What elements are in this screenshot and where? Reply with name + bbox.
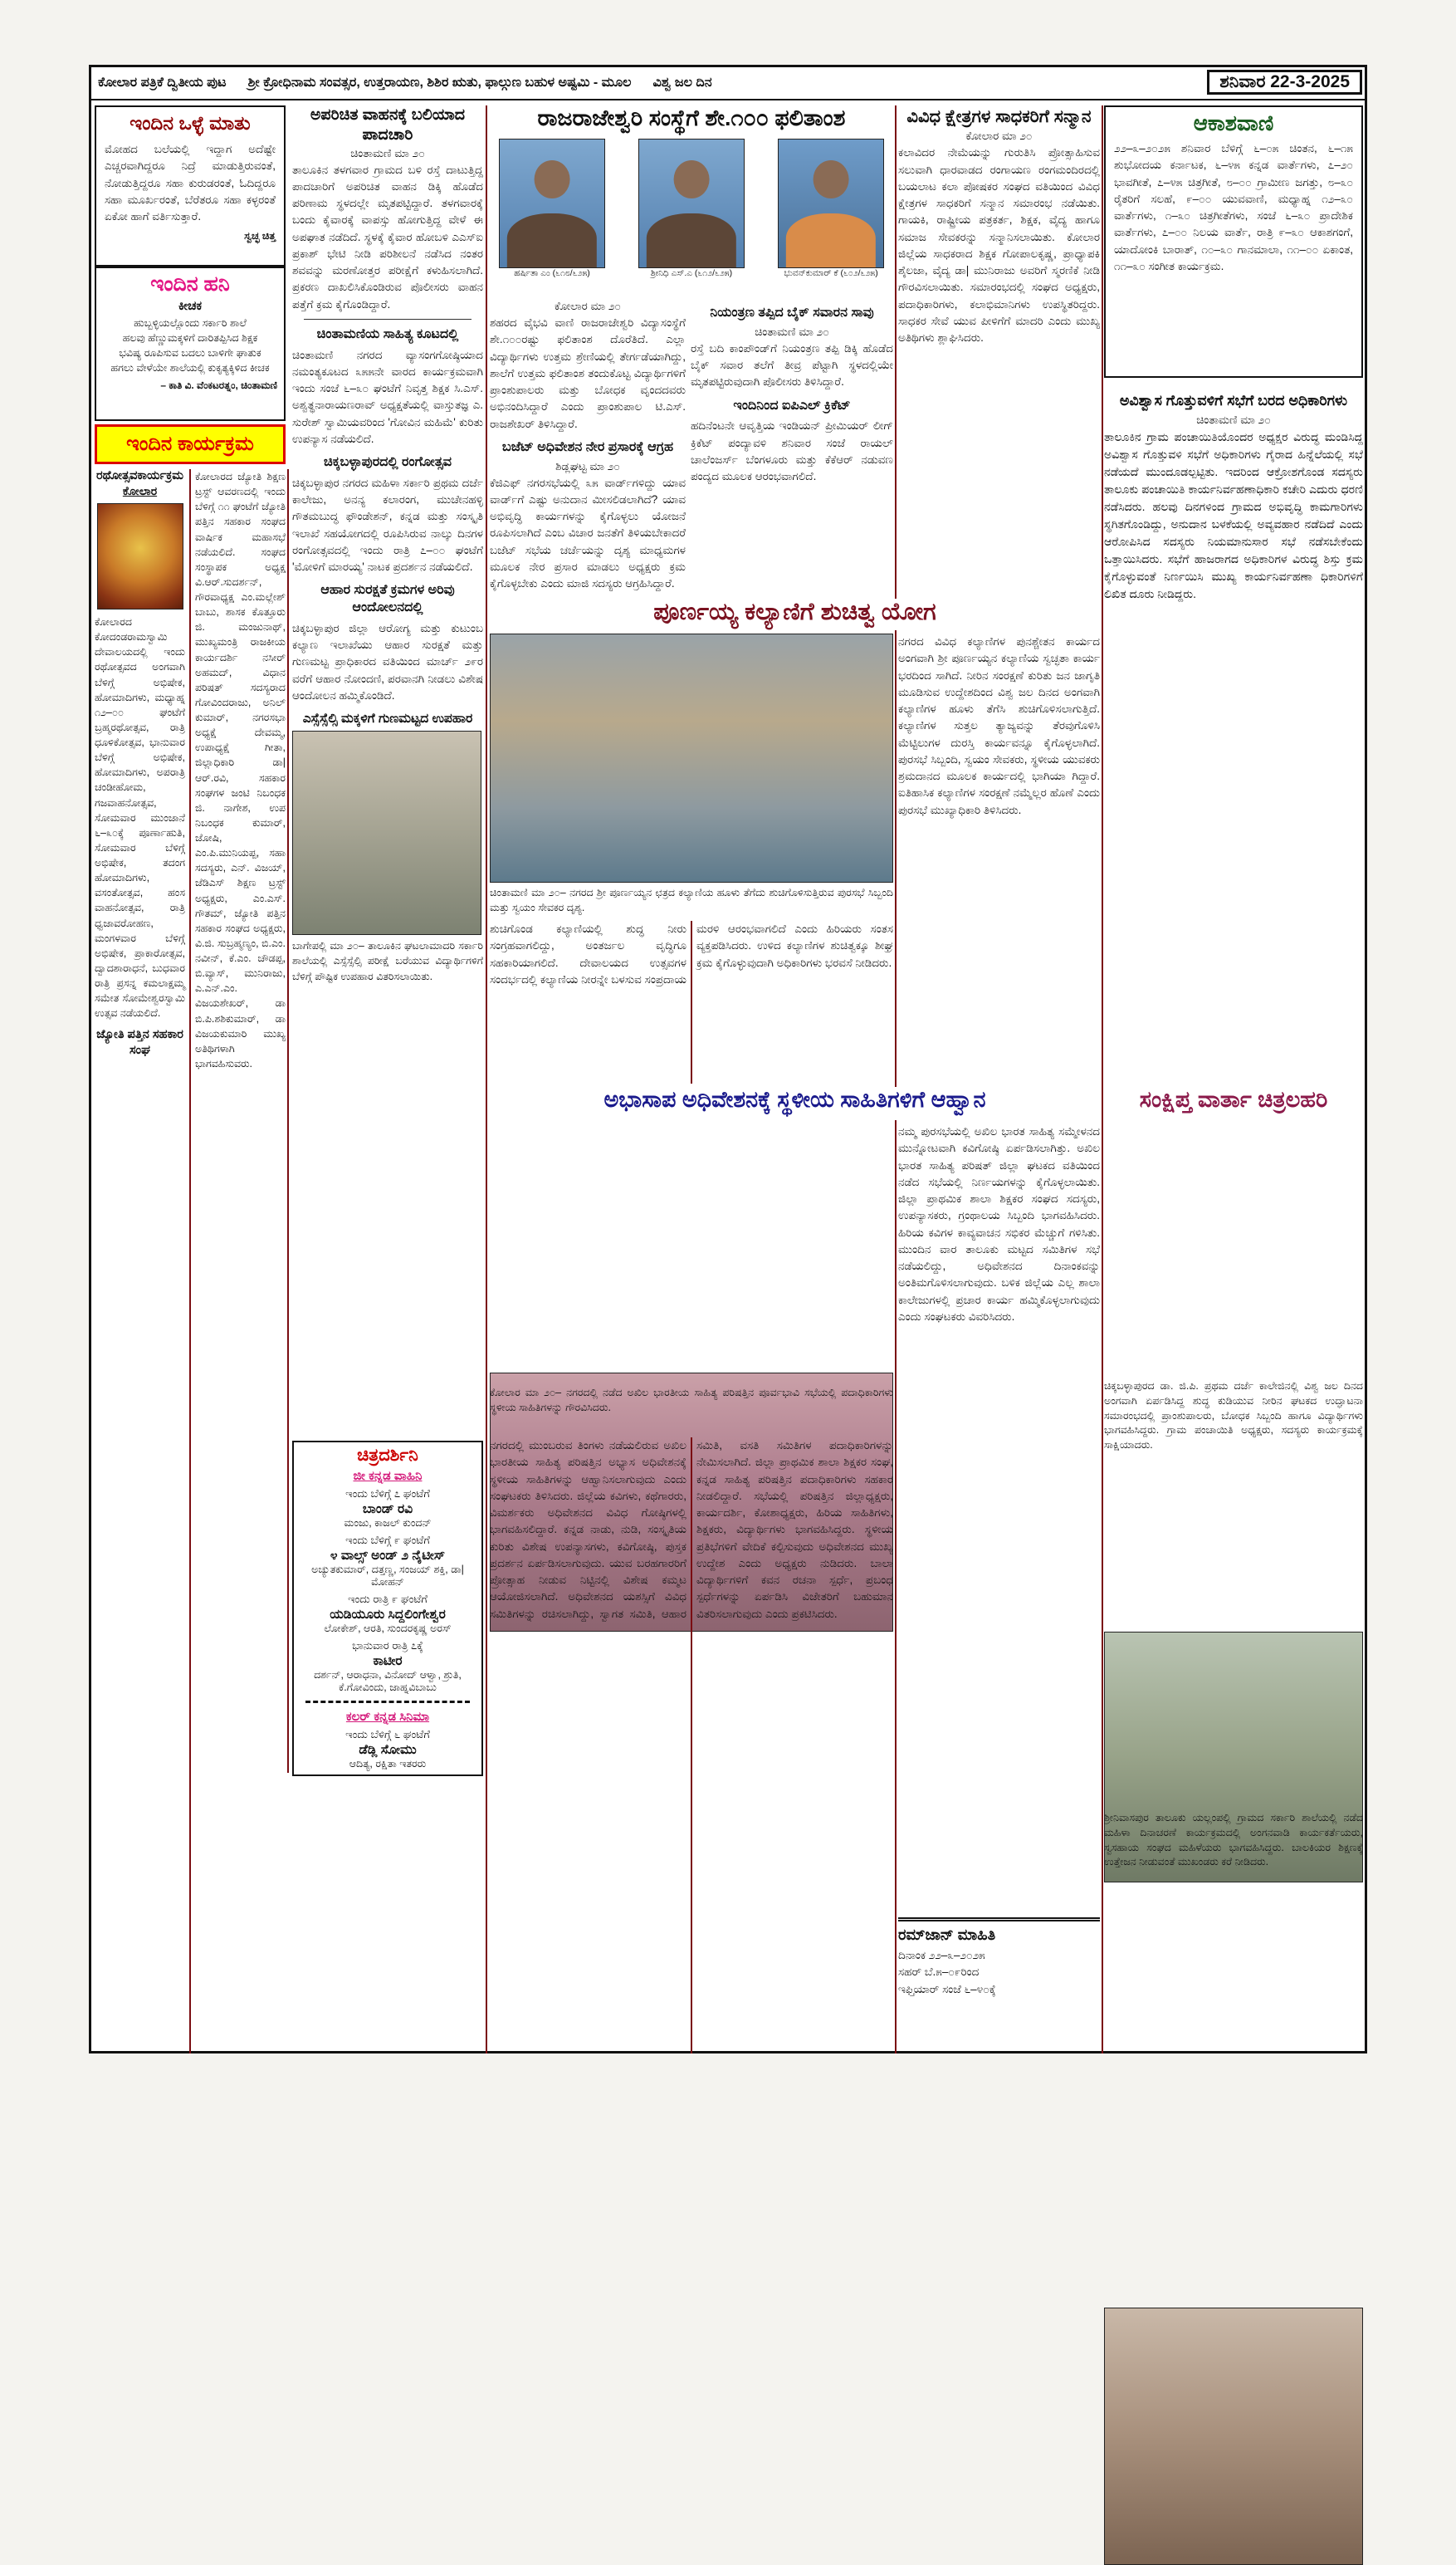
ipl-body: ಹದಿನೆಂಟನೇ ಆವೃತ್ತಿಯ ಇಂಡಿಯನ್ ಪ್ರೀಮಿಯರ್ ಲೀಗ್ ಕ್ರಿಕೆಟ್ ಪಂದ್ಯಾವಳಿ ಶನಿವಾರ ಸಂಜೆ ರಾಯಲ್ ಚಾಲೆಂಜರ್ಸ್ ಬೆಂಗಳೂರು ಮತ್ತು ಕೆಕೆಆರ್ ನಡುವಣ ಪಂದ್ಯದ ಮೂಲಕ ಆರಂಭವಾಗಲಿದೆ.	[691, 419, 893, 483]
ipl-subhead: ಇಂದಿನಿಂದ ಐಪಿಎಲ್ ಕ್ರಿಕೆಟ್	[733, 398, 851, 413]
column-2	[292, 105, 483, 1437]
program-place: ಕೋಲಾರ	[122, 484, 158, 497]
raja-photo-3-caption: ಭುವನ್‌ಕುಮಾರ್ ಕೆ (೬೦೨/೬೨೫)	[784, 268, 878, 278]
cinema-movie: ಕಾಟೀರ	[373, 1654, 403, 1668]
cinema-cast: ಆದಿತ್ಯ, ರಕ್ಷಿತಾ ಇತರರು	[349, 1758, 427, 1770]
cinema-time: ಭಾನುವಾರ ರಾತ್ರಿ ೭ಕ್ಕೆ	[352, 1639, 423, 1652]
program-banner-label: ಇಂದಿನ ಕಾರ್ಯಕ್ರಮ	[126, 433, 254, 455]
abhasapa-headline: ಅಭಾಸಾಪ ಅಧಿವೇಶನಕ್ಕೆ ಸ್ಥಳೀಯ ಸಾಹಿತಿಗಳಿಗೆ ಆಹ್ವಾನ	[490, 1087, 1100, 1120]
portrait-silhouette-body	[507, 213, 597, 267]
divider	[304, 319, 471, 320]
cinema-cast: ಲೋಕೇಶ್, ಆರತಿ, ಸುಂದರಕೃಷ್ಣ ಅರಸ್	[324, 1623, 452, 1634]
cinema-cast: ದರ್ಶನ್, ಆರಾಧನಾ, ವಿನೋದ್ ಆಳ್ವಾ, ಶ್ರುತಿ, ಕೆ.ಗೋವಿಂದು, ಜಾಹ್ನವಿಬಾಬು	[314, 1669, 462, 1693]
ramzan-line-3: ಇಫ್ತಿಯಾರ್ ಸಂಜೆ ೬–೪೦ಕ್ಕೆ	[898, 1982, 996, 1995]
cinema-movie: ೪ ವಾಲ್ಸ್ ಅಂಡ್ ೨ ನೈಟೀಸ್	[330, 1549, 446, 1563]
ramzan-box	[898, 1917, 1100, 2050]
ahara-subhead: ಆಹಾರ ಸುರಕ್ಷತೆ ಕ್ರಮಗಳ ಅರಿವು ಆಂದೋಲನದಲ್ಲಿ	[320, 583, 455, 615]
hani-attribution: – ಕಾತಿ ವಿ. ವೆಂಕಟರತ್ನಂ, ಚಿಂತಾಮಣಿ	[160, 379, 277, 391]
column-rule	[486, 105, 487, 2053]
sahitya-subhead: ಚಿಂತಾಮಣಿಯ ಸಾಹಿತ್ಯ ಕೂಟದಲ್ಲಿ	[316, 326, 459, 341]
bike-subhead: ನಿಯಂತ್ರಣ ತಪ್ಪಿದ ಬೈಕ್ ಸವಾರನ ಸಾವು	[710, 306, 874, 320]
raja-headline: ರಾಜರಾಜೇಶ್ವರಿ ಸಂಸ್ಥೆಗೆ ಶೇ.೧೦೦ ಫಲಿತಾಂಶ	[490, 105, 893, 135]
date-box: ಶನಿವಾರ 22-3-2025	[1207, 70, 1362, 95]
chitralahari-caption-2: ಶ್ರೀನಿವಾಸಪುರ ತಾಲೂಕು ಯಲ್ಲಂಪಲ್ಲಿ ಗ್ರಾಮದ ಸರ್ಕಾರಿ ಶಾಲೆಯಲ್ಲಿ ನಡೆದ ಮಹಿಳಾ ದಿನಾಚರಣೆ ಕಾರ್ಯಕ್ರಮದಲ್ಲಿ ಅಂಗನವಾಡಿ ಕಾರ್ಯಕರ್ತೆಯರು, ಸ್ವಸಹಾಯ ಸಂಘದ ಮಹಿಳೆಯರು ಭಾಗವಹಿಸಿದ್ದರು. ಬಾಲಕಿಯರ ಶಿಕ್ಷಣಕ್ಕೆ ಉತ್ತೇಜನ ನೀಡುವಂತೆ ಮುಖಂಡರು ಕರೆ ನೀಡಿದರು.	[1104, 1812, 1363, 1868]
panchanga-line: ಶ್ರೀ ಕ್ರೋಧಿನಾಮ ಸಂವತ್ಸರ, ಉತ್ತರಾಯಣ, ಶಿಶಿರ ಋತು, ಫಾಲ್ಗುಣ ಬಹುಳ ಅಷ್ಟಮಿ - ಮೂಲ	[247, 76, 632, 90]
sanmana-dateline: ಕೋಲಾರ ಮಾ ೨೦	[965, 130, 1033, 143]
raja-photo-2-wrap	[629, 139, 754, 295]
good-word-body: ಮೋಹದ ಬಲೆಯಲ್ಲಿ ಇದ್ದಾಗ ಅದೆಷ್ಟೇ ಎಚ್ಚರವಾಗಿದ್ದರೂ ನಿದ್ರೆ ಮಾಡುತ್ತಿರುವಂತೆ, ನೋಡುತ್ತಿದ್ದರೂ ಸಹಾ ಕುರುಡರಂತೆ, ಓದಿದ್ದರೂ ಸಹಾ ಮೂರ್ಖರಂತೆ, ಬೆರೆತರೂ ಸಹಾ ಕಳ್ಳರಂತೆ ಏಕೋ ಹಾಗೆ ವರ್ತಿಸುತ್ತಾರೆ.	[105, 143, 276, 223]
cinema-title: ಚಿತ್ರದರ್ಶಿನಿ	[357, 1446, 418, 1465]
rangotsava-body: ಚಿಕ್ಕಬಳ್ಳಾಪುರ ನಗರದ ಮಹಿಳಾ ಸರ್ಕಾರಿ ಪ್ರಥಮ ದರ್ಜೆ ಕಾಲೇಜು, ಅನನ್ಯ ಕಲಾರಂಗ, ಮುಚೇನಹಳ್ಳಿ ಗೌತಮಬುದ್ಧ ಫೌಂಡೇಶನ್, ಕನ್ನಡ ಮತ್ತು ಸಂಸ್ಕೃತಿ ಇಲಾಖೆ ಸಹಯೋಗದಲ್ಲಿ ರೂಪಿಸಿರುವ ನಾಲ್ಕು ದಿನಗಳ ರಂಗೋತ್ಸವದಲ್ಲಿ ಇಂದು ರಾತ್ರಿ ೭–೦೦ ಘಂಟೆಗೆ 'ಮೋಳಿಗೆ ಮಾರಯ್ಯ' ನಾಟಕ ಪ್ರದರ್ಶನ ನಡೆಯಲಿದೆ.	[292, 476, 483, 574]
cinema-box	[292, 1441, 483, 1776]
raja-photo-1-caption: ಹರ್ಷಿತಾ ಎಂ (೬೧೮/೬೨೫)	[514, 268, 590, 278]
cinema-movie: ಡೆಡ್ಲಿ ಸೋಮು	[359, 1743, 417, 1757]
purnayya-kalyani-photo	[490, 634, 893, 883]
purnayya-body-bottom: ಶುಚಿಗೊಂಡ ಕಲ್ಯಾಣಿಯಲ್ಲಿ ಶುದ್ಧ ನೀರು ಸಂಗ್ರಹವಾಗಲಿದ್ದು, ಅಂತರ್ಜಲ ವೃದ್ಧಿಗೂ ಸಹಕಾರಿಯಾಗಲಿದೆ. ದೇವಾಲಯದ ಉತ್ಸವಗಳ ಸಂದರ್ಭದಲ್ಲಿ ಕಲ್ಯಾಣಿಯ ನೀರನ್ನೇ ಬಳಸುವ ಸಂಪ್ರದಾಯ ಮರಳಿ ಆರಂಭವಾಗಲಿದೆ ಎಂದು ಹಿರಿಯರು ಸಂತಸ ವ್ಯಕ್ತಪಡಿಸಿದರು. ಉಳಿದ ಕಲ್ಯಾಣಿಗಳ ಶುಚಿತ್ವಕ್ಕೂ ಶೀಘ್ರ ಕ್ರಮ ಕೈಗೊಳ್ಳುವುದಾಗಿ ಅಧಿಕಾರಿಗಳು ಭರವಸೆ ನೀಡಿದರು.	[490, 923, 893, 986]
raja-dateline: ಕೋಲಾರ ಮಾ ೨೦	[555, 300, 621, 312]
raja-photo-2-caption: ಶ್ರೀನಿಧಿ ಎಸ್.ಎ (೬೧೨/೬೨೫)	[650, 268, 733, 278]
newspaper-page	[89, 65, 1367, 2053]
abhasapa-body-wrap	[490, 1437, 893, 2053]
good-word-signature: ಸ್ವಚ್ಛ ಚಿತ್ತ	[244, 230, 276, 242]
hani-box	[95, 267, 286, 421]
purnayya-headline: ಪೂರ್ಣಯ್ಯ ಕಲ್ಯಾಣಿಗೆ ಶುಚಿತ್ವ ಯೋಗ	[490, 599, 1100, 630]
student-portrait-photo	[499, 139, 605, 268]
hani-title: ಇಂದಿನ ಹನಿ	[150, 272, 230, 296]
chitralahari-headline: ಸಂಕ್ಷಿಪ್ತ ವಾರ್ತಾ ಚಿತ್ರಲಹರಿ	[1104, 1087, 1363, 1120]
portrait-silhouette-head	[674, 160, 710, 198]
column-6-mid	[1104, 384, 1363, 1084]
raja-photo-1-wrap	[490, 139, 614, 295]
chitralahari-caption-1: ಚಿಕ್ಕಬಳ್ಳಾಪುರದ ಡಾ. ಜಿ.ಪಿ. ಪ್ರಥಮ ದರ್ಜೆ ಕಾಲೇಜಿನಲ್ಲಿ ವಿಶ್ವ ಜಲ ದಿನದ ಅಂಗವಾಗಿ ಏರ್ಪಡಿಸಿದ್ದ ಶುದ್ಧ ಕುಡಿಯುವ ನೀರಿನ ಘಟಕದ ಉದ್ಘಾಟನಾ ಸಮಾರಂಭದಲ್ಲಿ ಪ್ರಾಂಶುಪಾಲರು, ಬೋಧಕ ಸಿಬ್ಬಂದಿ ಹಾಗೂ ವಿದ್ಯಾರ್ಥಿಗಳು ಭಾಗವಹಿಸಿದ್ದರು. ಗ್ರಾಮ ಪಂಚಾಯಿತಿ ಅಧ್ಯಕ್ಷರು, ಸದಸ್ಯರು ಕಾರ್ಯಕ್ರಮಕ್ಕೆ ಸಾಕ್ಷಿಯಾದರು.	[1104, 1380, 1363, 1451]
program-heading: ರಥೋತ್ಸವಕಾರ್ಯಕ್ರಮ	[95, 469, 184, 482]
cinema-time: ಇಂದು ಬೆಳಿಗ್ಗೆ ೯ ಘಂಟೆಗೆ	[345, 1534, 430, 1546]
bike-body: ರಸ್ತೆ ಬದಿ ಕಾಂಪೌಂಡ್‌ಗೆ ನಿಯಂತ್ರಣ ತಪ್ಪಿ ಡಿಕ್ಕಿ ಹೊಡೆದ ಬೈಕ್ ಸವಾರ ತಲೆಗೆ ತೀವ್ರ ಪೆಟ್ಟಾಗಿ ಸ್ಥಳದಲ್ಲಿಯೇ ಮೃತಪಟ್ಟಿರುವುದಾಗಿ ಪೊಲೀಸರು ತಿಳಿಸಿದ್ದಾರೆ.	[691, 341, 893, 389]
budget-subhead: ಬಜೆಟ್ ಅಧಿವೇಶನ ನೇರ ಪ್ರಸಾರಕ್ಕೆ ಆಗ್ರಹ	[501, 439, 674, 454]
akashavani-box	[1104, 105, 1363, 378]
page-content	[91, 102, 1365, 2051]
raja-body: ಶಹರದ ವೈಭವಿ ವಾಣಿ ರಾಜರಾಜೇಶ್ವರಿ ವಿದ್ಯಾಸಂಸ್ಥೆಗೆ ಶೇ.೧೦೦ರಷ್ಟು ಫಲಿತಾಂಶ ದೊರೆತಿದೆ. ಎಲ್ಲಾ ವಿದ್ಯಾರ್ಥಿಗಳು ಉತ್ತಮ ಶ್ರೇಣಿಯಲ್ಲಿ ತೇರ್ಗಡೆಯಾಗಿದ್ದು, ಶಾಲೆಗೆ ಉತ್ತಮ ಫಲಿತಾಂಶ ತಂದುಕೊಟ್ಟ ವಿದ್ಯಾರ್ಥಿಗಳಿಗೆ ಪ್ರಾಂಶುಪಾಲರು ಮತ್ತು ಬೋಧಕ ವೃಂದದವರು ಅಭಿನಂದಿಸಿದ್ದಾರೆ ಎಂದು ಪ್ರಾಂಶುಪಾಲ ಟಿ.ಎಸ್. ರಾಜಶೇಖರ್ ತಿಳಿಸಿದ್ದಾರೆ.	[490, 316, 686, 430]
cinema-channel-2: ಕಲರ್ ಕನ್ನಡ ಸಿನಿಮಾ	[345, 1710, 430, 1724]
akashavani-body: ೨೨–೩–೨೦೨೫ ಶನಿವಾರ ಬೆಳಿಗ್ಗೆ ೬–೦೫ ಚಿಂತನ, ೬–೧೫ ಶುಭೋದಯ ಕರ್ನಾಟಕ, ೬–೪೫ ಕನ್ನಡ ವಾರ್ತೆಗಳು, ೭–೨೦ ಭಾವಗೀತೆ, ೭–೪೫ ಚಿತ್ರಗೀತೆ, ೮–೦೦ ಗ್ರಾಮೀಣ ಜಗತ್ತು, ೮–೩೦ ರೈತರಿಗೆ ಸಲಹೆ, ೯–೦೦ ಯುವವಾಣಿ, ಮಧ್ಯಾಹ್ನ ೧೨–೩೦ ವಾರ್ತೆಗಳು, ೧–೩೦ ಚಿತ್ರಗೀತೆಗಳು, ಸಂಜೆ ೬–೩೦ ಪ್ರಾದೇಶಿಕ ವಾರ್ತೆಗಳು, ೭–೦೦ ನಿಲಯ ವಾರ್ತೆ, ರಾತ್ರಿ ೯–೩೦ ಆಕಾಶಗಂಗೆ, ಯಾದೋಂಕಿ ಬಾರಾತ್, ೧೦–೩೦ ಗಾನಮಾಲಾ, ೧೧–೦೦ ಏಕಾಂತ, ೧೧–೩೦ ಸಂಗೀತ ಕಾರ್ಯಕ್ರಮ.	[1114, 142, 1353, 272]
program-body-2: ಕೋಲಾರದ ಜ್ಯೋತಿ ಶಿಕ್ಷಣ ಟ್ರಸ್ಟ್ ಆವರಣದಲ್ಲಿ ಇಂದು ಬೆಳಿಗ್ಗೆ ೧೧ ಘಂಟೆಗೆ ಜ್ಯೋತಿ ಪತ್ತಿನ ಸಹಕಾರ ಸಂಘದ ವಾರ್ಷಿಕ ಮಹಾಸಭೆ ನಡೆಯಲಿದೆ. ಸಂಘದ ಸಂಸ್ಥಾಪಕ ಅಧ್ಯಕ್ಷ ವಿ.ಆರ್.ಸುದರ್ಶನ್, ಗೌರವಾಧ್ಯಕ್ಷ ಎಂ.ಮಲ್ಲೇಶ್ ಬಾಬು, ಶಾಸಕ ಕೊತ್ತೂರು ಜಿ. ಮಂಜುನಾಥ್, ಮುಖ್ಯಮಂತ್ರಿ ರಾಜಕೀಯ ಕಾರ್ಯದರ್ಶಿ ನಸೀರ್ ಅಹಮದ್, ವಿಧಾನ ಪರಿಷತ್ ಸದಸ್ಯರಾದ ಗೋವಿಂದರಾಜು, ಅನಿಲ್ ಕುಮಾರ್, ನಗರಸಭಾ ಅಧ್ಯಕ್ಷೆ ದೇವಮ್ಮ, ಉಪಾಧ್ಯಕ್ಷೆ ಗೀತಾ, ಜಿಲ್ಲಾಧಿಕಾರಿ ಡಾ| ಆರ್.ರವಿ, ಸಹಕಾರ ಸಂಘಗಳ ಜಂಟಿ ನಿಬಂಧಕ ಜಿ. ನಾಗೇಶ, ಉಪ ನಿಬಂಧಕ ಕುಮಾರ್, ಜೋಷಿ, ಎಂ.ಪಿ.ಮುನಿಯಪ್ಪ, ಸಹಾ ಸದಸ್ಯರು, ಎನ್. ವಿಜಯ್, ಜೆಡಿಎಸ್ ಶಿಕ್ಷಣ ಟ್ರಸ್ಟ್ ಅಧ್ಯಕ್ಷರು, ಎಂ.ಎಸ್. ಗೌತಮ್, ಜ್ಯೋತಿ ಪತ್ತಿನ ಸಹಕಾರ ಸಂಘದ ಅಧ್ಯಕ್ಷರು, ವಿ.ಜಿ. ಸುಬ್ರಹ್ಮಣ್ಯಂ, ಬಿ.ಎಂ. ನವೀನ್, ಕೆ.ಎಂ. ಚೌಡಪ್ಪ, ಬಿ.ವ್ಯಾಸ್, ಮುನಿರಾಜು, ಎ.ಎನ್.ಎಂ. ವಿಜಯಶೇಖರ್, ಡಾ ಬಿ.ಪಿ.ಶಶಿಕುಮಾರ್, ಡಾ ವಿಜಯಕುಮಾರಿ ಮುಖ್ಯ ಅತಿಥಿಗಳಾಗಿ ಭಾಗವಹಿಸುವರು.	[195, 471, 286, 1070]
special-day: ವಿಶ್ವ ಜಲ ದಿನ	[652, 76, 712, 90]
raja-photo-3-wrap	[769, 139, 893, 295]
program-body-1: ಕೋಲಾರದ ಕೋದಂಡರಾಮಸ್ವಾಮಿ ದೇವಾಲಯದಲ್ಲಿ ಇಂದು ರಥೋತ್ಸವದ ಅಂಗವಾಗಿ ಬೆಳಿಗ್ಗೆ ಅಭಿಷೇಕ, ಹೋಮಾದಿಗಳು, ಮಧ್ಯಾಹ್ನ ೧೨–೦೦ ಘಂಟೆಗೆ ಬ್ರಹ್ಮರಥೋತ್ಸವ, ರಾತ್ರಿ ಧೂಳಿಕೋತ್ಸವ, ಭಾನುವಾರ ಬೆಳಿಗ್ಗೆ ಅಭಿಷೇಕ, ಹೋಮಾದಿಗಳು, ಅಪರಾತ್ರಿ ಚಂಡೀಹೋಮ, ಗಜವಾಹನೋತ್ಸವ, ಸೋಮವಾರ ಮುಂಜಾನೆ ೬–೩೦ಕ್ಕೆ ಪೂರ್ಣಾಹುತಿ, ಸೋಮವಾರ ಬೆಳಿಗ್ಗೆ ಅಭಿಷೇಕ, ತದಂಗ ಹೋಮಾದಿಗಳು, ವಸಂತೋತ್ಸವ, ಹಂಸ ವಾಹನೋತ್ಸವ, ರಾತ್ರಿ ಧ್ವಜಾವರೋಹಣ, ಮಂಗಳವಾರ ಬೆಳಿಗ್ಗೆ ಅಭಿಷೇಕ, ಪ್ರಾಕಾರೋತ್ಸವ, ದ್ವಾದಶಾರಾಧನೆ, ಬುಧವಾರ ರಾತ್ರಿ ಪ್ರಸನ್ನ ಕಮಲಾಕ್ಷಮ್ಮ ಸಮೇತ ಸೋಮೇಶ್ವರಸ್ವಾಮಿ ಉತ್ಸವ ನಡೆಯಲಿದೆ.	[95, 616, 185, 1020]
uppahara-photo	[292, 731, 481, 935]
program-banner	[95, 424, 286, 464]
ahara-body: ಚಿಕ್ಕಬಳ್ಳಾಪುರ ಜಿಲ್ಲಾ ಆರೋಗ್ಯ ಮತ್ತು ಕುಟುಂಬ ಕಲ್ಯಾಣ ಇಲಾಖೆಯು ಆಹಾರ ಸುರಕ್ಷತೆ ಮತ್ತು ಗುಣಮಟ್ಟ ಪ್ರಾಧಿಕಾರದ ವತಿಯಿಂದ ಮಾರ್ಚ್ ೨೯ರ ವರೆಗೆ ಆಹಾರ ನೋಂದಣಿ, ಪರವಾನಗಿ ನೀಡಲು ವಿಶೇಷ ಆಂದೋಲನ ಹಮ್ಮಿಕೊಂಡಿದೆ.	[292, 621, 483, 702]
cinema-channel-1: ಜೀ ಕನ್ನಡ ವಾಹಿನಿ	[353, 1469, 423, 1483]
cinema-divider	[305, 1701, 470, 1703]
avishvasa-subhead: ಅವಿಶ್ವಾಸ ಗೊತ್ತುವಳಿಗೆ ಸಭೆಗೆ ಬರದ ಅಧಿಕಾರಿಗಳು	[1119, 392, 1348, 409]
pedestrian-body: ತಾಲೂಕಿನ ತಳಗವಾರ ಗ್ರಾಮದ ಬಳಿ ರಸ್ತೆ ದಾಟುತ್ತಿದ್ದ ಪಾದಚಾರಿಗೆ ಅಪರಿಚಿತ ವಾಹನ ಡಿಕ್ಕಿ ಹೊಡೆದ ಪರಿಣಾಮ ಸ್ಥಳದಲ್ಲೇ ಮೃತಪಟ್ಟಿದ್ದಾರೆ. ತಳಗವಾರಕ್ಕೆ ಬಂದು ಕೈವಾರಕ್ಕೆ ವಾಪಸ್ಸು ಹೋಗುತ್ತಿದ್ದ ವೇಳೆ ಈ ಅಪಘಾತ ನಡೆದಿದೆ. ಸ್ಥಳಕ್ಕೆ ಕೈವಾರ ಹೋಬಳಿ ಎಎಸ್‌ಐ ಪ್ರಕಾಶ್ ಭೇಟಿ ನೀಡಿ ಪರಿಶೀಲನೆ ನಡೆಸಿದ ನಂತರ ಶವವನ್ನು ಮರಣೋತ್ತರ ಪರೀಕ್ಷೆಗೆ ಕಳುಹಿಸಲಾಗಿದೆ. ಪ್ರಕರಣ ದಾಖಲಿಸಿಕೊಂಡಿರುವ ಪೊಲೀಸರು ವಾಹನ ಪತ್ತೆಗೆ ಕ್ರಮ ಕೈಗೊಂಡಿದ್ದಾರೆ.	[292, 163, 483, 311]
cinema-movie: ಯಡಿಯೂರು ಸಿದ್ದಲಿಂಗೇಶ್ವರ	[330, 1608, 446, 1622]
masthead	[91, 67, 1365, 100]
uppahara-body: ಬಾಗೇಪಲ್ಲಿ ಮಾ ೨೦– ತಾಲೂಕಿನ ಘಟಲಾಮಾದರಿ ಸರ್ಕಾರಿ ಶಾಲೆಯಲ್ಲಿ ಎಸ್ಸೆಸ್ಸೆಲ್ಸಿ ಪರೀಕ್ಷೆ ಬರೆಯುವ ವಿದ್ಯಾರ್ಥಿಗಳಿಗೆ ಬೆಳಿಗ್ಗೆ ಪೌಷ್ಟಿಕ ಉಪಹಾರ ವಿತರಿಸಲಾಯಿತು.	[292, 940, 483, 982]
ramzan-line-1: ದಿನಾಂಕ ೨೨–೩–೨೦೨೫	[898, 1949, 985, 1961]
hani-line: ಹಲವು ಹೆಣ್ಣುಮಕ್ಕಳಿಗೆ ದಾರಿತಪ್ಪಿಸಿದ ಶಿಕ್ಷಕ	[122, 332, 258, 345]
column-rule	[895, 105, 897, 2053]
ramzan-title: ರಮ್‌ಜಾನ್ ಮಾಹಿತಿ	[898, 1926, 996, 1943]
rangotsava-subhead: ಚಿಕ್ಕಬಳ್ಳಾಪುರದಲ್ಲಿ ರಂಗೋತ್ಸವ	[324, 455, 452, 470]
student-portrait-photo	[778, 139, 884, 268]
cinema-cast: ಅಚ್ಯುತಕುಮಾರ್, ದತ್ತಣ್ಣ, ಸಂಜಯ್ ಶಕ್ತಿ, ಡಾ|ಮೋಹನ್	[311, 1564, 464, 1588]
purnayya-caption: ಚಿಂತಾಮಣಿ ಮಾ ೨೦– ನಗರದ ಶ್ರೀ ಪೂರ್ಣಯ್ಯನ ಛತ್ರದ ಕಲ್ಯಾಣಿಯ ಹೂಳು ತೆಗೆದು ಶುಚಿಗೊಳಿಸುತ್ತಿರುವ ಪುರಸಭೆ ಸಿಬ್ಬಂದಿ ಮತ್ತು ಸ್ವಯಂ ಸೇವಕರ ದೃಶ್ಯ.	[490, 887, 893, 913]
portrait-silhouette-head	[535, 160, 570, 198]
deity-photo	[97, 503, 183, 609]
pedestrian-dateline: ಚಿಂತಾಮಣಿ ಮಾ ೨೦	[350, 146, 425, 159]
cinema-cast: ಮಂಜು, ಕಾಜಲ್ ಕುಂದನ್	[344, 1517, 432, 1529]
column-rule	[1102, 105, 1103, 2053]
good-word-box	[95, 105, 286, 267]
portrait-silhouette-body	[786, 213, 876, 267]
sanmana-headline: ವಿವಿಧ ಕ್ಷೇತ್ರಗಳ ಸಾಧಕರಿಗೆ ಸನ್ಮಾನ	[906, 107, 1092, 126]
column-3-top	[490, 298, 686, 594]
hani-line: ಭವಿಷ್ಯ ರೂಪಿಸುವ ಬದಲು ಬಾಳಿಗೇ ಘಾತುಕ	[119, 347, 261, 360]
akashavani-title: ಆಕಾಶವಾಣಿ	[1193, 110, 1274, 135]
column-rule	[287, 469, 289, 1773]
budget-dateline: ಶಿಡ್ಲಘಟ್ಟ ಮಾ ೨೦	[555, 459, 620, 472]
chitralahari-photo-2	[1104, 2308, 1363, 2565]
ramzan-line-2: ಸಹರ್ ಬೆ.೫–೦೯ರಿಂದ	[898, 1965, 980, 1979]
abhasapa-body: ನಗರದಲ್ಲಿ ಮುಂಬರುವ ತಿಂಗಳು ನಡೆಯಲಿರುವ ಅಖಿಲ ಭಾರತೀಯ ಸಾಹಿತ್ಯ ಪರಿಷತ್ತಿನ ಅಭ್ಯಾಸ ಅಧಿವೇಶನಕ್ಕೆ ಸ್ಥಳೀಯ ಸಾಹಿತಿಗಳನ್ನು ಆಹ್ವಾನಿಸಲಾಗುವುದು ಎಂದು ಸಂಘಟಕರು ತಿಳಿಸಿದರು. ಜಿಲ್ಲೆಯ ಕವಿಗಳು, ಕಥೆಗಾರರು, ವಿಮರ್ಶಕರು ಅಧಿವೇಶನದ ವಿವಿಧ ಗೋಷ್ಠಿಗಳಲ್ಲಿ ಭಾಗವಹಿಸಲಿದ್ದಾರೆ. ಕನ್ನಡ ನಾಡು, ನುಡಿ, ಸಂಸ್ಕೃತಿಯ ಕುರಿತು ವಿಶೇಷ ಉಪನ್ಯಾಸಗಳು, ಕವಿಗೋಷ್ಠಿ, ಪುಸ್ತಕ ಪ್ರದರ್ಶನ ಏರ್ಪಡಿಸಲಾಗುವುದು. ಯುವ ಬರಹಗಾರರಿಗೆ ಪ್ರೋತ್ಸಾಹ ನೀಡುವ ನಿಟ್ಟಿನಲ್ಲಿ ವಿಶೇಷ ಕಮ್ಮಟ ಆಯೋಜಿಸಲಾಗಿದೆ. ಅಧಿವೇಶನದ ಯಶಸ್ಸಿಗೆ ವಿವಿಧ ಸಮಿತಿಗಳನ್ನು ರಚಿಸಲಾಗಿದ್ದು, ಸ್ವಾಗತ ಸಮಿತಿ, ಆಹಾರ ಸಮಿತಿ, ವಸತಿ ಸಮಿತಿಗಳ ಪದಾಧಿಕಾರಿಗಳನ್ನು ನೇಮಿಸಲಾಗಿದೆ. ಜಿಲ್ಲಾ ಪ್ರಾಥಮಿಕ ಶಾಲಾ ಶಿಕ್ಷಕರ ಸಂಘ, ಕನ್ನಡ ಸಾಹಿತ್ಯ ಪರಿಷತ್ತಿನ ಪದಾಧಿಕಾರಿಗಳು ಸಹಕಾರ ನೀಡಲಿದ್ದಾರೆ. ಸಭೆಯಲ್ಲಿ ಪರಿಷತ್ತಿನ ಜಿಲ್ಲಾಧ್ಯಕ್ಷರು, ಕಾರ್ಯದರ್ಶಿ, ಕೋಶಾಧ್ಯಕ್ಷರು, ಹಿರಿಯ ಸಾಹಿತಿಗಳು, ಶಿಕ್ಷಕರು, ವಿದ್ಯಾರ್ಥಿಗಳು ಭಾಗವಹಿಸಿದ್ದರು. ಸ್ಥಳೀಯ ಪ್ರತಿಭೆಗಳಿಗೆ ವೇದಿಕೆ ಕಲ್ಪಿಸುವುದು ಅಧಿವೇಶನದ ಮುಖ್ಯ ಉದ್ದೇಶ ಎಂದು ಅಧ್ಯಕ್ಷರು ನುಡಿದರು. ಬಾಲಾ ವಿದ್ಯಾರ್ಥಿಗಳಿಗೆ ಕವನ ರಚನಾ ಸ್ಪರ್ಧೆ, ಪ್ರಬಂಧ ಸ್ಪರ್ಧೆಗಳನ್ನು ಏರ್ಪಡಿಸಿ ವಿಜೇತರಿಗೆ ಬಹುಮಾನ ವಿತರಿಸಲಾಗುವುದು ಎಂದು ಪ್ರಕಟಿಸಿದರು.	[490, 1439, 893, 1620]
portrait-silhouette-head	[814, 160, 849, 198]
column-4-top	[691, 298, 893, 594]
hani-line: ಹಗಲು ವೇಳೆಯೇ ಶಾಲೆಯಲ್ಲಿ ಕುಕೃತ್ಯಕ್ಕಿಳಿದ ಕೀಚಕ	[110, 362, 270, 374]
sanmana-body: ಕಲಾವಿದರ ನೇಮೆಯನ್ನು ಗುರುತಿಸಿ ಪ್ರೋತ್ಸಾಹಿಸುವ ಸಲುವಾಗಿ ಧಾರವಾಡದ ರಂಗಾಯಣ ರಂಗಮಂದಿರದಲ್ಲಿ ಬಯಲಾಟ ಕಲಾ ಪೋಷಕರ ಸಂಘದ ವತಿಯಿಂದ ವಿವಿಧ ಕ್ಷೇತ್ರಗಳ ಸಾಧಕರಿಗೆ ಸನ್ಮಾನ ಸಮಾರಂಭ ನಡೆಯಿತು. ಗಾಯಕಿ, ರಾಷ್ಟ್ರೀಯ ಪತ್ರಕರ್ತ, ಶಿಕ್ಷಕ, ವೈದ್ಯ ಹಾಗೂ ಸಮಾಜ ಸೇವಕರನ್ನು ಸನ್ಮಾನಿಸಲಾಯಿತು. ಕೋಲಾರ ಜಿಲ್ಲೆಯ ಸಾಧಕರಾದ ಶಿಕ್ಷಕ ಗೋಪಾಲಕೃಷ್ಣ, ಪ್ರಾಧ್ಯಾಪಕಿ ಶೈಲಜಾ, ವೈದ್ಯ ಡಾ| ಮುನಿರಾಜು ಅವರಿಗೆ ಸ್ಮರಣಿಕೆ ನೀಡಿ ಗೌರವಿಸಲಾಯಿತು. ಸಮಾರಂಭದಲ್ಲಿ ಸಂಘದ ಅಧ್ಯಕ್ಷರು, ಪದಾಧಿಕಾರಿಗಳು, ಕಲಾಭಿಮಾನಿಗಳು ಉಪಸ್ಥಿತರಿದ್ದರು. ಸಾಧಕರ ಸೇವೆ ಯುವ ಪೀಳಿಗೆಗೆ ಮಾದರಿ ಎಂದು ಮುಖ್ಯ ಅತಿಥಿಗಳು ಶ್ಲಾಘಿಸಿದರು.	[898, 146, 1100, 345]
column-5-top	[898, 105, 1100, 595]
program-subhead-2: ಜ್ಯೋತಿ ಪತ್ತಿನ ಸಹಕಾರ ಸಂಘ	[96, 1028, 183, 1058]
portrait-silhouette-body	[647, 213, 736, 267]
sahitya-body: ಚಿಂತಾಮಣಿ ನಗರದ ವ್ಯಾಸಂಗಗೋಷ್ಠಿಯಾದ ನಮಂತ್ಯಕೂಟದ ೩೫೫ನೇ ವಾರದ ಕಾರ್ಯಕ್ರಮವಾಗಿ ಇಂದು ಸಂಜೆ ೬–೩೦ ಘಂಟೆಗೆ ನಿವೃತ್ತ ಶಿಕ್ಷಕ ಸಿ.ಎಸ್. ಅಶ್ವತ್ಥನಾರಾಯಣರಾವ್ ಅಧ್ಯಕ್ಷತೆಯಲ್ಲಿ ವಾಸ್ತುತಜ್ಞ ಎ. ಸುರೇಶ್ ಸ್ವಾಮಿಯವರಿಂದ 'ಗೋವಿನ ಮಹಿಮೆ' ಕುರಿತು ಉಪನ್ಯಾಸ ನಡೆಯಲಿದೆ.	[292, 348, 483, 445]
hani-subtitle: ಕೀಚಕ	[178, 299, 203, 313]
purnayya-body-bottom-wrap	[490, 921, 893, 1084]
uppahara-headline: ಎಸ್ಸೆಸ್ಸೆಲ್ಸಿ ಮಕ್ಕಳಿಗೆ ಗುಣಮಟ್ಟದ ಉಪಹಾರ	[302, 712, 473, 727]
cinema-time: ಇಂದು ಬೆಳಿಗ್ಗೆ ೬ ಘಂಟೆಗೆ	[345, 1728, 430, 1740]
cinema-movie: ಬಾಂಡ್ ರವಿ	[362, 1502, 413, 1516]
student-portrait-photo	[638, 139, 745, 268]
purnayya-body-side: ನಗರದ ವಿವಿಧ ಕಲ್ಯಾಣಿಗಳ ಪುನಶ್ಚೇತನ ಕಾರ್ಯದ ಅಂಗವಾಗಿ ಶ್ರೀ ಪೂರ್ಣಯ್ಯನ ಕಲ್ಯಾಣಿಯ ಸ್ವಚ್ಛತಾ ಕಾರ್ಯ ಭರದಿಂದ ಸಾಗಿದೆ. ನೀರಿನ ಸಂರಕ್ಷಣೆ ಕುರಿತು ಜನ ಜಾಗೃತಿ ಮೂಡಿಸುವ ಉದ್ದೇಶದಿಂದ ವಿಶ್ವ ಜಲ ದಿನದ ಅಂಗವಾಗಿ ಕಲ್ಯಾಣಿಗಳ ಹೂಳು ತೆಗೆಸಿ ಶುಚಿಗೊಳಿಸಲಾಗುತ್ತಿದೆ. ಕಲ್ಯಾಣಿಗಳ ಸುತ್ತಲ ತ್ಯಾಜ್ಯವನ್ನು ತೆರವುಗೊಳಿಸಿ ಮೆಟ್ಟಿಲುಗಳ ದುರಸ್ತಿ ಕಾರ್ಯವನ್ನೂ ಕೈಗೊಳ್ಳಲಾಗಿದೆ. ಪುರಸಭೆ ಸಿಬ್ಬಂದಿ, ಸ್ವಯಂ ಸೇವಕರು, ಸ್ಥಳೀಯ ಯುವಕರು ಶ್ರಮದಾನದ ಮೂಲಕ ಕಾರ್ಯದಲ್ಲಿ ಭಾಗಿಯಾ ಗಿದ್ದಾರೆ. ಐತಿಹಾಸಿಕ ಕಲ್ಯಾಣಿಗಳ ಸಂರಕ್ಷಣೆ ನಮ್ಮೆಲ್ಲರ ಹೊಣೆ ಎಂದು ಪುರಸಭೆ ಮುಖ್ಯಾಧಿಕಾರಿ ತಿಳಿಸಿದರು.	[898, 635, 1100, 816]
bike-dateline: ಚಿಂತಾಮಣಿ ಮಾ ೨೦	[755, 325, 829, 338]
good-word-title: ಇಂದಿನ ಒಳ್ಳೆ ಮಾತು	[129, 112, 251, 134]
avishvasa-dateline: ಚಿಂತಾಮಣಿ ಮಾ ೨೦	[1196, 413, 1271, 426]
program-column	[95, 469, 286, 2053]
paper-title: ಕೋಲಾರ ಪತ್ರಿಕೆ ದ್ವಿತೀಯ ಪುಟ	[98, 76, 227, 90]
budget-body: ಕೆಜಿಎಫ್ ನಗರಸಭೆಯಲ್ಲಿ ೩೫ ವಾರ್ಡ್‌ಗಳಿದ್ದು ಯಾವ ವಾರ್ಡ್‌ಗೆ ಎಷ್ಟು ಅನುದಾನ ಮೀಸಲಿಡಲಾಗಿದೆ? ಯಾವ ಅಭಿವೃದ್ಧಿ ಕಾರ್ಯಗಳನ್ನು ಕೈಗೊಳ್ಳಲು ಯೋಜನೆ ರೂಪಿಸಲಾಗಿದೆ ಎಂಬ ವಿಚಾರ ಜನತೆಗೆ ತಿಳಿಯಬೇಕಾದರೆ ಬಜೆಟ್ ಸಭೆಯ ಚರ್ಚೆಯನ್ನು ದೃಶ್ಯ ಮಾಧ್ಯಮಗಳ ಮೂಲಕ ನೇರ ಪ್ರಸಾರ ಮಾಡಲು ಅಧ್ಯಕ್ಷರು ಕ್ರಮ ಕೈಗೊಳ್ಳಬೇಕು ಎಂದು ಮಾಜಿ ಸದಸ್ಯರು ಆಗ್ರಹಿಸಿದ್ದಾರೆ.	[490, 476, 686, 590]
abhasapa-body-side: ನಮ್ಮ ಪುರಸಭೆಯಲ್ಲಿ ಅಖಿಲ ಭಾರತ ಸಾಹಿತ್ಯ ಸಮ್ಮೇಳನದ ಮುನ್ನೋಟವಾಗಿ ಕವಿಗೋಷ್ಠಿ ಏರ್ಪಡಿಸಲಾಗಿತ್ತು. ಅಖಿಲ ಭಾರತ ಸಾಹಿತ್ಯ ಪರಿಷತ್ ಜಿಲ್ಲಾ ಘಟಕದ ವತಿಯಿಂದ ನಡೆದ ಸಭೆಯಲ್ಲಿ ನಿರ್ಣಯಗಳನ್ನು ಕೈಗೊಳ್ಳಲಾಯಿತು. ಜಿಲ್ಲಾ ಪ್ರಾಥಮಿಕ ಶಾಲಾ ಶಿಕ್ಷಕರ ಸಂಘದ ಸದಸ್ಯರು, ಉಪನ್ಯಾಸಕರು, ಗ್ರಂಥಾಲಯ ಸಿಬ್ಬಂದಿ ಭಾಗವಹಿಸಿದರು. ಹಿರಿಯ ಕವಿಗಳ ಕಾವ್ಯವಾಚನ ಸಭಿಕರ ಮೆಚ್ಚುಗೆ ಗಳಿಸಿತು. ಮುಂದಿನ ವಾರ ತಾಲೂಕು ಮಟ್ಟದ ಸಮಿತಿಗಳ ಸಭೆ ನಡೆಯಲಿದ್ದು, ಅಧಿವೇಶನದ ದಿನಾಂಕವನ್ನು ಅಂತಿಮಗೊಳಿಸಲಾಗುವುದು. ಬಳಿಕ ಜಿಲ್ಲೆಯ ಎಲ್ಲ ಶಾಲಾ ಕಾಲೇಜುಗಳಲ್ಲಿ ಪ್ರಚಾರ ಕಾರ್ಯ ಹಮ್ಮಿಕೊಳ್ಳಲಾಗುವುದು ಎಂದು ಸಂಘಟಕರು ವಿವರಿಸಿದರು.	[898, 1125, 1100, 1323]
pedestrian-headline: ಅಪರಿಚಿತ ವಾಹನಕ್ಕೆ ಬಲಿಯಾದ ಪಾದಚಾರಿ	[310, 106, 466, 144]
cinema-time: ಇಂದು ರಾತ್ರಿ ೯ ಘಂಟೆಗೆ	[348, 1593, 428, 1605]
avishvasa-body: ತಾಲೂಕಿನ ಗ್ರಾಮ ಪಂಚಾಯಿತಿಯೊಂದರ ಅಧ್ಯಕ್ಷರ ವಿರುದ್ಧ ಮಂಡಿಸಿದ್ದ ಅವಿಶ್ವಾಸ ಗೊತ್ತುವಳಿ ಸಭೆಗೆ ಅಧಿಕಾರಿಗಳು ಗೈರಾದ ಹಿನ್ನೆಲೆಯಲ್ಲಿ ಸಭೆ ನಡೆಯದೆ ಮುಂದೂಡಲ್ಪಟ್ಟಿತು. ಇದರಿಂದ ಆಕ್ರೋಶಗೊಂಡ ಸದಸ್ಯರು ತಾಲೂಕು ಪಂಚಾಯಿತಿ ಕಾರ್ಯನಿರ್ವಹಣಾಧಿಕಾರಿ ಕಚೇರಿ ಎದುರು ಧರಣಿ ನಡೆಸಿದರು. ಹಲವು ದಿನಗಳಿಂದ ಗ್ರಾಮದ ಅಭಿವೃದ್ಧಿ ಕಾಮಗಾರಿಗಳು ಸ್ಥಗಿತಗೊಂಡಿದ್ದು, ಅನುದಾನ ಬಳಕೆಯಲ್ಲಿ ಅವ್ಯವಹಾರ ನಡೆದಿದೆ ಎಂದು ಆರೋಪಿಸಿದ ಸದಸ್ಯರು ನಿಯಮಾನುಸಾರ ಸಭೆ ನಡೆಸಬೇಕೆಂದು ಒತ್ತಾಯಿಸಿದರು. ಸಭೆಗೆ ಹಾಜರಾಗದ ಅಧಿಕಾರಿಗಳ ವಿರುದ್ಧ ಶಿಸ್ತು ಕ್ರಮ ಕೈಗೊಳ್ಳುವಂತೆ ನಿರ್ಣಯಿಸಿ ಮುಖ್ಯ ಕಾರ್ಯನಿರ್ವಹಣಾ ಧಿಕಾರಿಗಳಿಗೆ ಲಿಖಿತ ದೂರು ನೀಡಿದ್ದರು.	[1104, 429, 1363, 600]
abhasapa-caption: ಕೋಲಾರ ಮಾ ೨೦– ನಗರದಲ್ಲಿ ನಡೆದ ಅಖಿಲ ಭಾರತೀಯ ಸಾಹಿತ್ಯ ಪರಿಷತ್ತಿನ ಪೂರ್ವಭಾವಿ ಸಭೆಯಲ್ಲಿ ಪದಾಧಿಕಾರಿಗಳು ಸ್ಥಳೀಯ ಸಾಹಿತಿಗಳನ್ನು ಗೌರವಿಸಿದರು.	[490, 1387, 893, 1413]
raja-photos-row	[490, 139, 893, 295]
cinema-time: ಇಂದು ಬೆಳಿಗ್ಗೆ ೭ ಘಂಟೆಗೆ	[345, 1487, 430, 1500]
hani-line: ಹುಬ್ಬಳ್ಳಿಯಲ್ಲೊಂದು ಸರ್ಕಾರಿ ಶಾಲೆ	[134, 317, 247, 329]
